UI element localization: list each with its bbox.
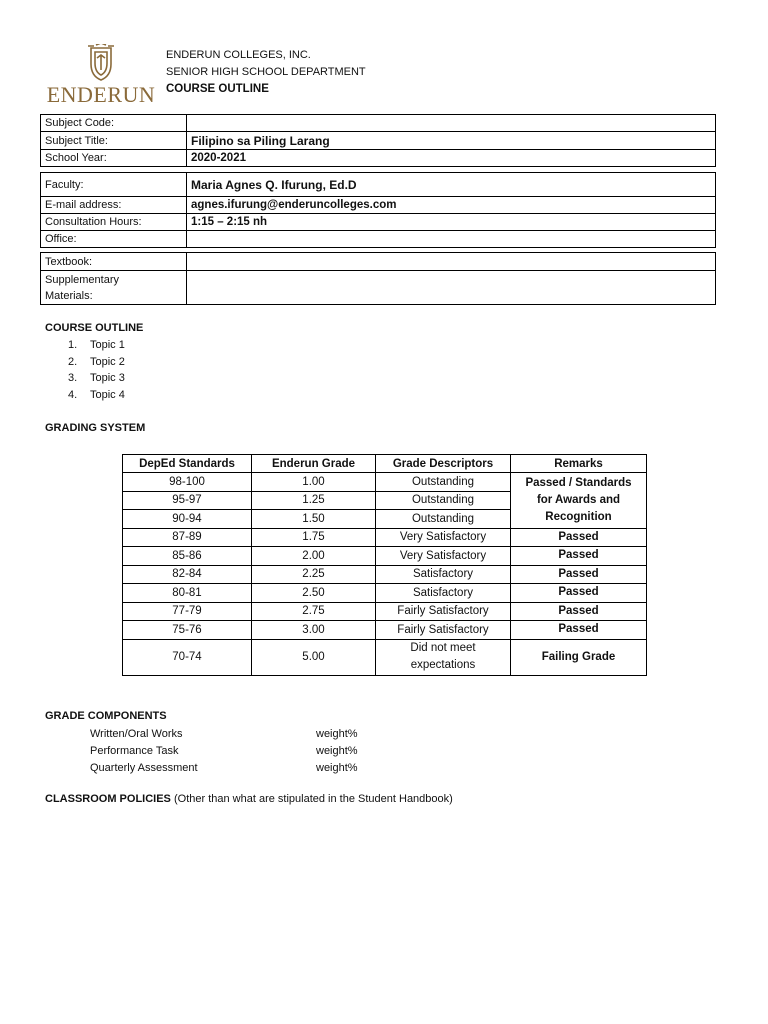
grade-descriptor-cell: Very Satisfactory xyxy=(376,528,511,547)
grading-system-title: GRADING SYSTEM xyxy=(45,422,146,434)
table-row xyxy=(41,132,716,150)
list-item xyxy=(90,760,358,777)
remark-line: Recognition xyxy=(545,510,612,523)
classroom-policies-note: (Other than what are stipulated in the Student Handbook) xyxy=(173,793,453,805)
list-item xyxy=(68,387,125,404)
descriptor-line: Did not meet xyxy=(410,642,476,654)
component-weight: weight% xyxy=(316,728,358,740)
topic-label: Topic 3 xyxy=(90,372,125,384)
list-item xyxy=(68,354,125,371)
deped-standard-cell: 70-74 xyxy=(123,639,252,675)
list-item xyxy=(90,743,358,760)
list-item xyxy=(90,726,358,743)
supplementary-label-line1: Supplementary xyxy=(45,273,119,286)
table-row xyxy=(41,214,716,231)
enderun-grade-cell: 3.00 xyxy=(252,621,376,640)
table-row xyxy=(41,271,716,305)
remark-cell: Passed xyxy=(511,621,647,640)
email-label: E-mail address: xyxy=(41,197,187,214)
grade-descriptor-cell: Outstanding xyxy=(376,491,511,510)
remark-cell: Failing Grade xyxy=(511,639,647,675)
grading-table xyxy=(122,454,647,676)
course-outline-title: COURSE OUTLINE xyxy=(45,322,144,334)
deped-standard-cell: 98-100 xyxy=(123,473,252,492)
deped-standard-cell: 90-94 xyxy=(123,510,252,529)
table-row xyxy=(123,621,647,640)
table-row xyxy=(41,150,716,167)
component-label: Quarterly Assessment xyxy=(90,762,198,774)
column-header: Remarks xyxy=(511,455,647,473)
table-row xyxy=(123,565,647,584)
enderun-grade-cell: 2.75 xyxy=(252,602,376,621)
table-row xyxy=(41,173,716,197)
table-row xyxy=(123,602,647,621)
column-header: Grade Descriptors xyxy=(376,455,511,473)
topic-number: 1. xyxy=(68,339,78,351)
supplementary-value xyxy=(187,271,716,305)
subject-info-table xyxy=(40,114,716,167)
office-label: Office: xyxy=(41,231,187,248)
enderun-grade-cell: 2.25 xyxy=(252,565,376,584)
logo-wordmark: ENDERUN xyxy=(46,82,156,107)
remark-cell: Passed xyxy=(511,547,647,566)
table-header-row xyxy=(123,455,647,473)
enderun-grade-cell: 1.50 xyxy=(252,510,376,529)
enderun-logo xyxy=(44,44,158,106)
remark-cell: Passed xyxy=(511,565,647,584)
classroom-policies-title: CLASSROOM POLICIES xyxy=(45,793,171,805)
topic-label: Topic 4 xyxy=(90,388,125,401)
school-year-label: School Year: xyxy=(41,150,187,167)
materials-table xyxy=(40,252,716,305)
document-header xyxy=(166,47,366,98)
remark-cell: Passed xyxy=(511,602,647,621)
subject-title-label: Subject Title: xyxy=(41,132,187,150)
topic-label: Topic 1 xyxy=(90,339,125,351)
deped-standard-cell: 87-89 xyxy=(123,528,252,547)
component-label: Written/Oral Works xyxy=(90,728,183,740)
school-year-value: 2020-2021 xyxy=(187,150,716,167)
enderun-grade-cell: 1.75 xyxy=(252,528,376,547)
deped-standard-cell: 85-86 xyxy=(123,547,252,566)
enderun-grade-cell: 2.00 xyxy=(252,547,376,566)
deped-standard-cell: 77-79 xyxy=(123,602,252,621)
topic-number: 3. xyxy=(68,372,78,384)
enderun-grade-cell: 2.50 xyxy=(252,584,376,603)
supplementary-label-line2: Materials: xyxy=(45,289,93,302)
grade-descriptor-cell: Outstanding xyxy=(376,510,511,529)
table-row xyxy=(123,473,647,492)
supplementary-label xyxy=(41,271,187,305)
subject-code-value xyxy=(187,115,716,132)
textbook-label: Textbook: xyxy=(41,253,187,271)
descriptor-line: expectations xyxy=(410,659,476,671)
grade-descriptor-cell: Outstanding xyxy=(376,473,511,492)
table-row xyxy=(123,639,647,675)
table-row xyxy=(123,547,647,566)
table-row xyxy=(123,528,647,547)
grade-descriptor-cell: Satisfactory xyxy=(376,565,511,584)
faculty-info-table xyxy=(40,172,716,248)
remark-line: Passed / Standards xyxy=(525,476,632,489)
classroom-policies xyxy=(45,793,453,805)
remark-line: for Awards and xyxy=(536,493,621,506)
department-name: SENIOR HIGH SCHOOL DEPARTMENT xyxy=(166,66,366,78)
faculty-label: Faculty: xyxy=(41,173,187,197)
component-weight: weight% xyxy=(316,762,358,774)
grade-descriptor-cell: Satisfactory xyxy=(376,584,511,603)
grade-descriptor-cell: Fairly Satisfactory xyxy=(376,602,511,621)
remark-cell: Passed xyxy=(511,528,647,547)
enderun-grade-cell: 1.00 xyxy=(252,473,376,492)
consultation-hours-label: Consultation Hours: xyxy=(41,214,187,231)
list-item xyxy=(68,337,125,354)
grade-components-list xyxy=(90,726,358,777)
org-name: ENDERUN COLLEGES, INC. xyxy=(166,49,311,61)
table-row xyxy=(41,253,716,271)
grade-descriptor-cell xyxy=(376,639,511,675)
table-row xyxy=(41,115,716,132)
deped-standard-cell: 75-76 xyxy=(123,621,252,640)
column-header: DepEd Standards xyxy=(123,455,252,473)
email-value: agnes.ifurung@enderuncolleges.com xyxy=(187,197,716,214)
remarks-merged-cell xyxy=(511,473,647,529)
component-weight: weight% xyxy=(316,745,358,757)
deped-standard-cell: 80-81 xyxy=(123,584,252,603)
faculty-value: Maria Agnes Q. Ifurung, Ed.D xyxy=(187,173,716,197)
subject-title-value: Filipino sa Piling Larang xyxy=(187,132,716,150)
column-header: Enderun Grade xyxy=(252,455,376,473)
subject-code-label: Subject Code: xyxy=(41,115,187,132)
crest-icon xyxy=(44,44,158,84)
component-label: Performance Task xyxy=(90,745,179,757)
deped-standard-cell: 82-84 xyxy=(123,565,252,584)
textbook-value xyxy=(187,253,716,271)
table-row xyxy=(123,584,647,603)
list-item xyxy=(68,370,125,387)
deped-standard-cell: 95-97 xyxy=(123,491,252,510)
table-row xyxy=(41,197,716,214)
grade-descriptor-cell: Fairly Satisfactory xyxy=(376,621,511,640)
enderun-grade-cell: 1.25 xyxy=(252,491,376,510)
remark-cell: Passed xyxy=(511,584,647,603)
grade-components-title: GRADE COMPONENTS xyxy=(45,710,167,722)
topic-number: 2. xyxy=(68,355,78,368)
document-title: COURSE OUTLINE xyxy=(166,83,269,95)
grade-descriptor-cell: Very Satisfactory xyxy=(376,547,511,566)
topic-list xyxy=(68,337,125,403)
consultation-hours-value: 1:15 – 2:15 nh xyxy=(187,214,716,231)
topic-number: 4. xyxy=(68,388,78,401)
enderun-grade-cell: 5.00 xyxy=(252,639,376,675)
table-row xyxy=(41,231,716,248)
office-value xyxy=(187,231,716,248)
topic-label: Topic 2 xyxy=(90,355,125,368)
